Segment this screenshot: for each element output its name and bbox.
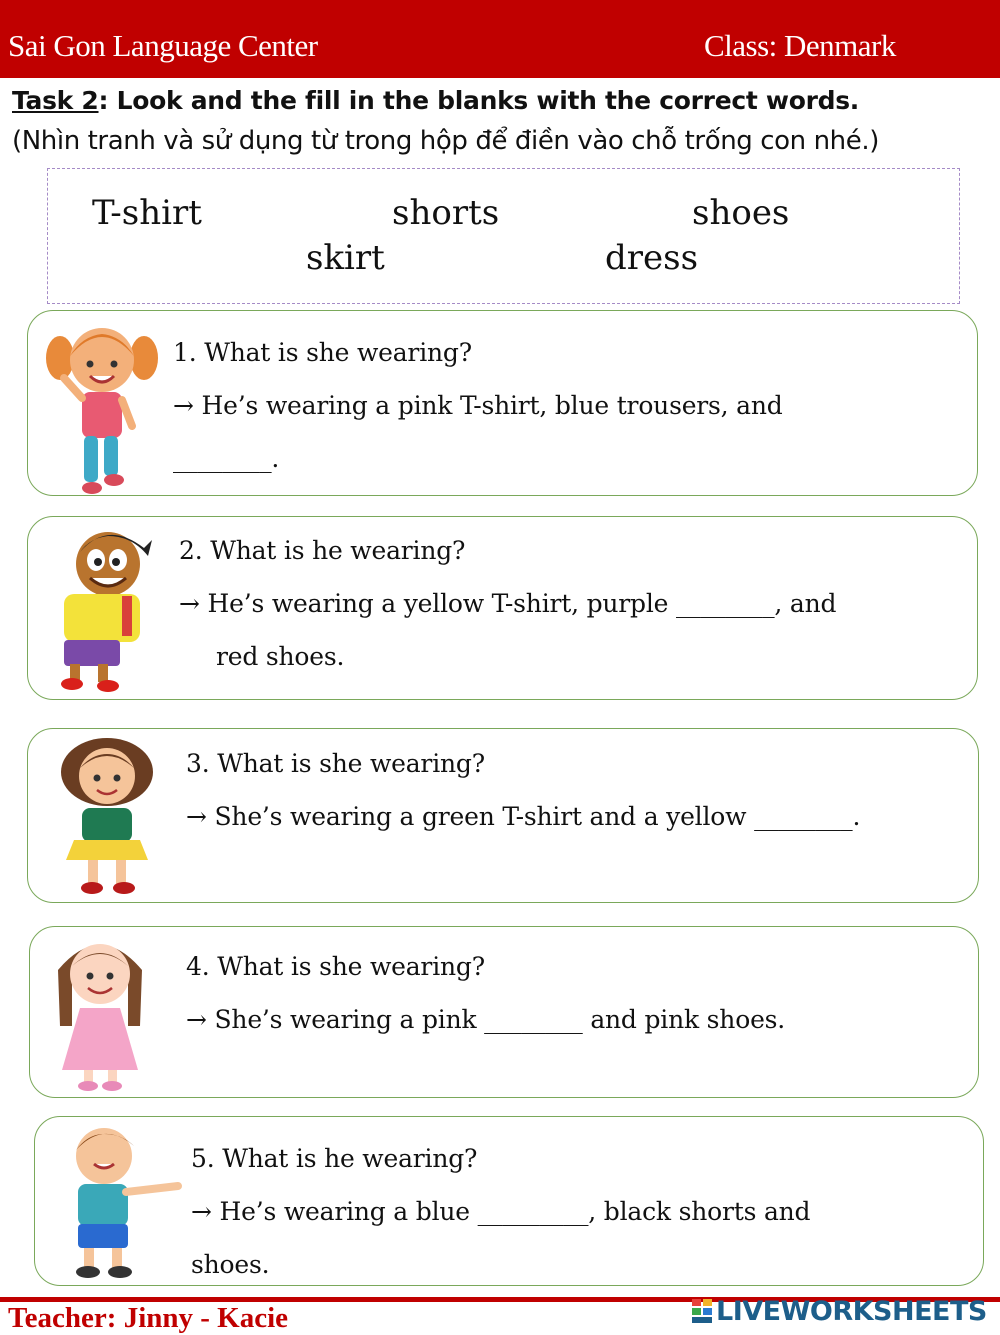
answer-line-3a: → She’s wearing a green T-shirt and a yellow ________. — [186, 802, 861, 831]
answer-line-2a: → He’s wearing a yellow T-shirt, purple ________, and — [179, 589, 837, 618]
task-instruction — [12, 86, 859, 115]
boy-yellow-shirt-illustration — [52, 522, 162, 700]
brand-name: LIVEWORKSHEETS — [716, 1296, 987, 1327]
page-header — [0, 0, 1000, 78]
answer-line-1b: ________. — [173, 444, 280, 473]
word-option: skirt — [306, 238, 385, 278]
question-text-5: 5. What is he wearing? — [191, 1144, 478, 1173]
teacher-credit: Teacher: Jinny - Kacie — [8, 1302, 289, 1334]
question-text-1: 1. What is she wearing? — [173, 338, 472, 367]
question-text-2: 2. What is he wearing? — [179, 536, 466, 565]
word-option: shoes — [692, 193, 790, 233]
center-name: Sai Gon Language Center — [8, 28, 318, 63]
task-instruction-text: : Look and the fill in the blanks with the correct words. — [98, 86, 859, 115]
task-translation: (Nhìn tranh và sử dụng từ trong hộp để điền vào chỗ trống con nhé.) — [12, 126, 879, 156]
word-option: shorts — [392, 193, 500, 233]
liveworksheets-logo — [692, 1296, 987, 1327]
question-text-4: 4. What is she wearing? — [186, 952, 485, 981]
answer-line-1a: → He’s wearing a pink T-shirt, blue trousers, and — [173, 391, 783, 420]
girl-green-shirt-illustration — [52, 732, 162, 904]
answer-line-4a: → She’s wearing a pink ________ and pink shoes. — [186, 1005, 786, 1034]
answer-line-5b: shoes. — [191, 1250, 270, 1279]
answer-line-2b: red shoes. — [216, 642, 345, 671]
boy-blue-shirt-illustration — [60, 1120, 186, 1286]
word-box — [47, 168, 960, 304]
answer-line-5a: → He’s wearing a blue _________, black shorts and — [191, 1197, 811, 1226]
task-label: Task 2 — [12, 86, 99, 115]
word-option: T-shirt — [92, 193, 202, 233]
girl-pink-dress-illustration — [50, 930, 150, 1098]
question-text-3: 3. What is she wearing? — [186, 749, 485, 778]
word-option: dress — [605, 238, 699, 278]
liveworksheets-logo-icon — [692, 1299, 712, 1323]
girl-pink-shirt-illustration — [42, 318, 162, 500]
class-label: Class: Denmark — [704, 28, 896, 63]
